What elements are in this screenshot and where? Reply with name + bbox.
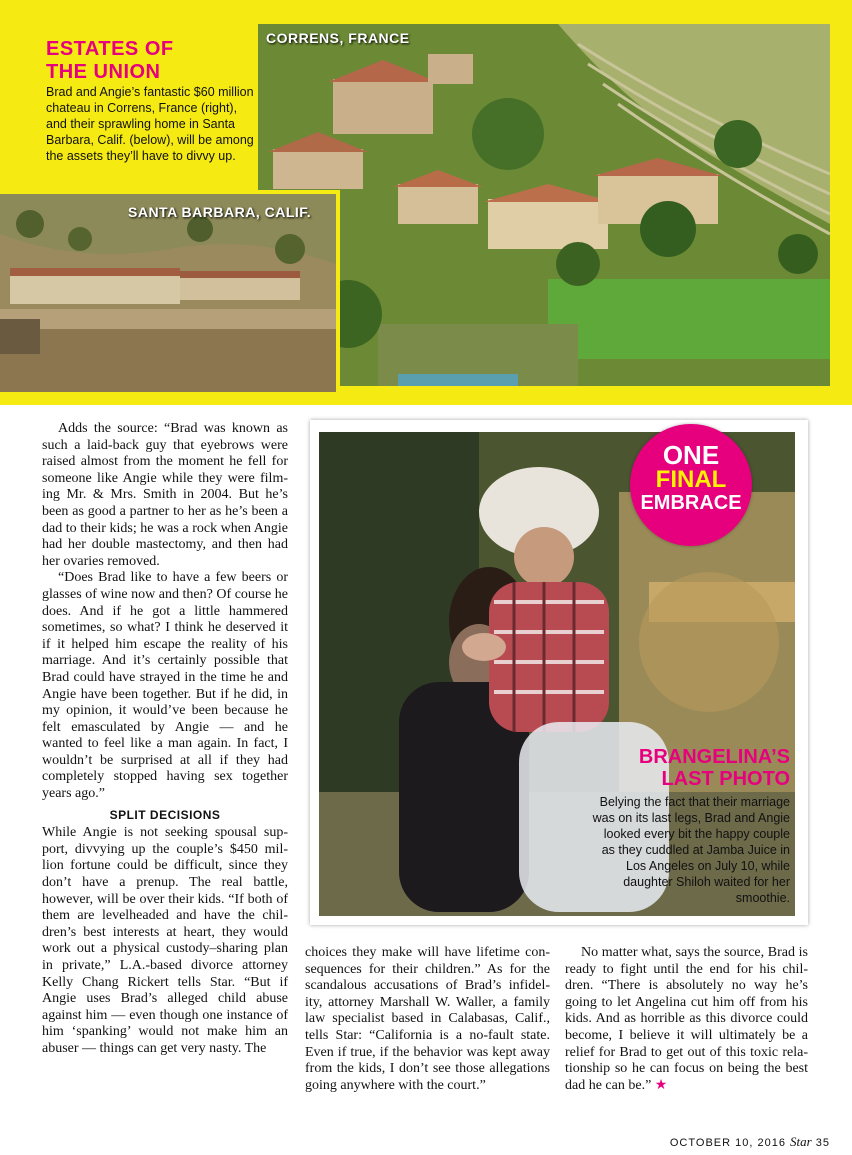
section-subhead: SPLIT DECISIONS [109, 807, 221, 822]
page-footer [640, 1134, 830, 1150]
badge-line-3: EMBRACE [640, 492, 742, 514]
one-final-embrace-badge [630, 424, 752, 546]
col1-paragraph-3: While Angie is not seeking spousal sup-port, divvying up the couple’s $450 mil-lion fortune could be difficult, since they don’t have a prenup. The real battle, however, will be over their kids. “If both of them are levelheaded and have the chil-dren’s best interests at heart, they would work out a physical custody–sharing plan in private,” L.A.-based divorce attorney Kelly Chang Rickert tells Star. “But if Angie uses Brad’s alleged child abuse against him — even though one instance of him ‘spanking’ would not make him an abuser — things can get very nasty. The [42, 825, 288, 1056]
santa-barbara-photo [0, 190, 340, 396]
santa-barbara-home-illustration [0, 194, 336, 396]
article-column-3 [565, 945, 808, 1094]
last-photo-title [600, 746, 790, 790]
footer-date: OCTOBER 10, 2016 [669, 1137, 786, 1149]
badge-line-1: ONE [662, 440, 720, 470]
footer-magazine-name: Star [790, 1134, 812, 1149]
col3-paragraph-text: No matter what, says the source, Brad is ready to fight until the end for his chil-dren. “There is absolutely no way he’s going to let Angelina cut him off from his kids. And as horrible as this divorce could become, I believe it will ultimately be a relief for Brad to get out of this toxic rela-tionship so he can focus on being the best dad he can be.” [565, 945, 808, 1093]
last-photo-caption: Belying the fact that their marriage was on its last legs, Brad and Angie looked every bit the happy couple as they cuddled at Jamba Juice in Los Angeles on July 10, while daughter Shiloh waited for her smoothie. [592, 795, 790, 905]
col2-paragraph-1: choices they make will have lifetime con-sequences for their children.” As for the scandalous accusations of Brad’s infidel-ity, attorney Marshall W. Waller, a family law specialist based in Calabasas, Calif., tells Star: “California is a no-fault state. Even if true, if the behavior was kept away from the kids, I don’t see those allegations going anywhere with the court.” [305, 945, 550, 1093]
location-label-france: CORRENS, FRANCE [266, 30, 410, 46]
correns-france-photo [258, 24, 830, 386]
col1-paragraph-2: “Does Brad like to have a few beers or glasses of wine now and then? Of course he does. And if he got a little hammered sometimes, so what? I think he deserved it if it helped him escape the reality of his marriage. And it’s certainly possible that Brad could have strayed in the time he and Angie have been together. But if he did, in my opinion, it would’ve been because he felt emasculated by Angie — and he wanted to feel like a man again. In fact, I wouldn’t be surprised at all if they had completely stopped having sex together years ago.” [42, 570, 288, 802]
last-photo-title-line-1: BRANGELINA’S [638, 746, 790, 768]
top-photo-caption: Brad and Angie’s fantastic $60 million chateau in Correns, France (right), and their sprawling home in Santa Barbara, Calif. (below), will be among the assets they’ll have to divvy up. [46, 85, 254, 163]
last-photo-title-line-2: LAST PHOTO [661, 768, 790, 790]
headline-line-1: ESTATES OF [46, 38, 174, 60]
location-label-calif: SANTA BARBARA, CALIF. [128, 204, 312, 220]
end-mark-star-icon: ★ [654, 1077, 668, 1093]
chateau-aerial-illustration [258, 24, 830, 386]
col1-paragraph-1: Adds the source: “Brad was known as such a laid-back guy that eyebrows were raised almost from the moment he fell for someone like Angie while they were film-ing Mr. & Mrs. Smith in 2004. But he’s been as good a partner to her as he’s been a dad to their kids; he was a rock when Angie had her double mastectomy, and then had her ovaries removed. [42, 421, 288, 569]
headline [46, 38, 246, 84]
col3-paragraph-1 [565, 945, 808, 1094]
badge-line-2: FINAL [655, 466, 727, 493]
headline-line-2: THE UNION [46, 61, 161, 83]
article-column-2 [305, 945, 550, 1094]
footer-page-number: 35 [815, 1137, 830, 1149]
article-column-1 [42, 421, 288, 1058]
